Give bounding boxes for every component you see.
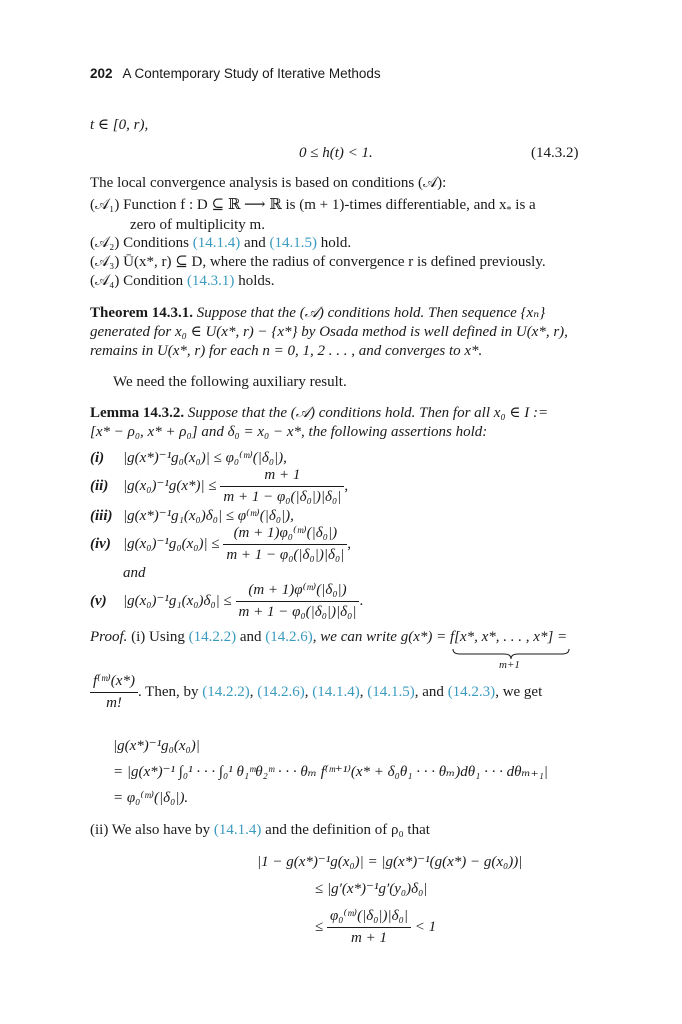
proof-text: . Then, by <box>137 683 199 700</box>
condition-tag: (𝒜₁) <box>90 197 120 213</box>
lemma-item-v: (v) |g(x₀)⁻¹g₁(x₀)δ₀| ≤ $\frac{\text{(m + 1)φ⁽ᵐ⁾(|δ₀|)}}{\text{m + 1 − φ₀(|δ₀|)|δ₀|}}$ . <box>90 582 364 620</box>
fraction-numerator: (m + 1)φ₀⁽ᵐ⁾(|δ₀|) <box>223 524 347 545</box>
condition-text: is a <box>515 197 536 213</box>
theorem-label: Theorem 14.3.1. <box>90 305 194 321</box>
math-expr: < 1 <box>414 919 437 935</box>
derivation-line: |g(x*)⁻¹g₀(x₀)| <box>113 738 200 754</box>
math-expr: |g(x*)⁻¹g₀(x₀)| ≤ φ₀⁽ᵐ⁾(|δ₀|), <box>123 450 287 466</box>
theorem-text: remains in U(x*, r) for each n = 0, 1, 2 . . . , and converges to x*. <box>90 343 483 359</box>
condition-text: Function f : D ⊆ ℝ ⟶ ℝ is (m + 1)-times differentiable, and x <box>123 197 507 213</box>
condition-text: hold. <box>320 235 352 251</box>
proof-text: , we get <box>495 683 543 700</box>
proof-text: and the definition of ρ₀ that <box>265 822 430 838</box>
math-expr: , we can write g(x*) = f[x*, x*, . . . , x*] = <box>312 629 568 645</box>
proof-line <box>90 821 430 840</box>
lemma-text: [x* − ρ₀, x* + ρ₀] and δ₀ = x₀ − x*, the following assertions hold: <box>90 424 488 440</box>
fraction-numerator: m + 1 <box>220 466 344 487</box>
math-expr: ≤ <box>315 919 324 935</box>
aux-text: We need the following auxiliary result. <box>113 374 347 390</box>
condition-a3 <box>90 253 546 272</box>
proof-text: (ii) We also have by <box>90 822 211 838</box>
equation-14-3-2: 0 ≤ h(t) < 1. <box>299 145 373 161</box>
condition-a4 <box>90 272 274 291</box>
theorem-text: generated for x₀ ∈ U(x*, r) − {x*} by Osada method is well defined in U(x*, r), <box>90 324 568 340</box>
ref-link[interactable]: (14.2.6) <box>257 683 305 700</box>
math-expr: |g(x₀)⁻¹g₀(x₀)| ≤ <box>123 536 220 552</box>
item-tag: (iv) <box>90 536 111 552</box>
equation-label: (14.3.2) <box>531 145 579 161</box>
fraction-denominator: m! <box>106 695 122 711</box>
fraction-denominator: m + 1 − φ₀(|δ₀|)|δ₀| <box>223 489 342 505</box>
derivation-line <box>315 907 436 948</box>
proof-text: and <box>239 629 262 645</box>
fraction-denominator: m + 1 − φ₀(|δ₀|)|δ₀| <box>226 547 345 563</box>
condition-text: Ū(x*, r) ⊆ D, where the radius of convergence r is defined previously. <box>123 254 546 270</box>
theorem-text: Suppose that the (𝒜) conditions hold. Then sequence {xₙ} <box>196 305 546 321</box>
ref-link[interactable]: (14.2.2) <box>188 629 237 645</box>
ref-link[interactable]: (14.1.4) <box>312 683 360 700</box>
fraction-denominator: m + 1 <box>351 930 387 946</box>
intro-text: The local convergence analysis is based on conditions (𝒜): <box>90 175 447 191</box>
condition-a2 <box>90 234 351 253</box>
item-tag: (ii) <box>90 478 109 494</box>
math-expr: |g(x₀)⁻¹g₁(x₀)δ₀| ≤ <box>123 593 232 609</box>
ref-link[interactable]: (14.2.2) <box>202 683 250 700</box>
condition-text: Conditions <box>123 235 190 251</box>
ref-link[interactable]: (14.1.4) <box>213 822 262 838</box>
ref-link[interactable]: (14.1.4) <box>192 235 241 251</box>
underbrace-label: m+1 <box>499 659 520 671</box>
ref-link[interactable]: (14.1.5) <box>269 235 317 251</box>
theorem-line <box>90 304 545 323</box>
page-number: 202 <box>90 66 113 81</box>
condition-tag: (𝒜₂) <box>90 235 120 251</box>
fraction-numerator: φ₀⁽ᵐ⁾(|δ₀|)|δ₀| <box>327 907 411 928</box>
fraction-numerator: (m + 1)φ⁽ᵐ⁾(|δ₀|) <box>236 581 360 602</box>
lemma-item-iv: (iv) |g(x₀)⁻¹g₀(x₀)| ≤ $\frac{\text{(m + 1)φ₀⁽ᵐ⁾(|δ₀|)}}{\text{m + 1 − φ₀(|δ₀|)|δ₀|}}$ , <box>90 525 352 563</box>
fraction-denominator: m + 1 − φ₀(|δ₀|)|δ₀| <box>238 604 357 620</box>
lemma-item-ii: (ii) |g(x₀)⁻¹g(x*)| ≤ $\frac{m + 1}{\text{m + 1 − φ₀(|δ₀|)|δ₀|}}$ , <box>90 467 349 505</box>
and-text: and <box>123 565 146 581</box>
ref-link[interactable]: (14.1.5) <box>367 683 415 700</box>
condition-tag: (𝒜₃) <box>90 254 120 270</box>
text-line: t ∈ [0, r), <box>90 117 149 133</box>
lemma-label: Lemma 14.3.2. <box>90 405 185 421</box>
derivation-line: = φ₀⁽ᵐ⁾(|δ₀|). <box>113 790 189 806</box>
item-tag: (v) <box>90 593 107 609</box>
running-title: A Contemporary Study of Iterative Methods <box>122 66 381 81</box>
item-tag: (iii) <box>90 508 113 524</box>
lemma-line <box>90 404 548 423</box>
proof-line <box>90 628 567 647</box>
ref-link[interactable]: (14.3.1) <box>186 273 235 289</box>
ref-link[interactable]: (14.2.6) <box>265 629 313 645</box>
proof-line: $\frac{\text{f⁽ᵐ⁾(x*)}}{m!}$ . Then, by (14.2.2), (14.2.6), (14.1.4), (14.1.5), and (14.2.3), we get <box>90 672 542 713</box>
condition-text: Condition <box>123 273 184 289</box>
math-expr: |g(x*)⁻¹g₁(x₀)δ₀| ≤ φ⁽ᵐ⁾(|δ₀|), <box>123 508 294 524</box>
ref-link[interactable]: (14.2.3) <box>447 683 496 700</box>
derivation-line: ≤ |g′(x*)⁻¹g′(y₀)δ₀| <box>315 881 428 897</box>
fraction-numerator: f⁽ᵐ⁾(x*) <box>90 672 138 693</box>
running-header <box>90 66 381 82</box>
item-tag: (i) <box>90 450 105 466</box>
derivation-line: |1 − g(x*)⁻¹g(x₀)| = |g(x*)⁻¹(g(x*) − g(x₀))| <box>257 854 523 870</box>
math-expr: |g(x₀)⁻¹g(x*)| ≤ <box>123 478 217 494</box>
condition-a1: (𝒜₁) Function f : D ⊆ ℝ ⟶ ℝ is (m + 1)-times differentiable, and $x_*$ is a <box>90 197 536 216</box>
derivation-line: = |g(x*)⁻¹ ∫₀¹ · · · ∫₀¹ θ₁ᵐθ₂ᵐ · · · θₘ f⁽ᵐ⁺¹⁾(x* + δ₀θ₁ · · · θₘ)dθ₁ · · · dθₘ₊₁| <box>113 764 548 780</box>
proof-text: , and <box>414 683 444 700</box>
proof-label: Proof. <box>90 629 128 645</box>
condition-tag: (𝒜₄) <box>90 273 120 289</box>
proof-text: (i) Using <box>131 629 185 645</box>
condition-text: and <box>244 235 266 251</box>
lemma-text: Suppose that the (𝒜) conditions hold. Then for all x₀ ∈ I := <box>187 405 549 421</box>
condition-text: holds. <box>238 273 275 289</box>
condition-a1-cont: zero of multiplicity m. <box>130 217 265 233</box>
